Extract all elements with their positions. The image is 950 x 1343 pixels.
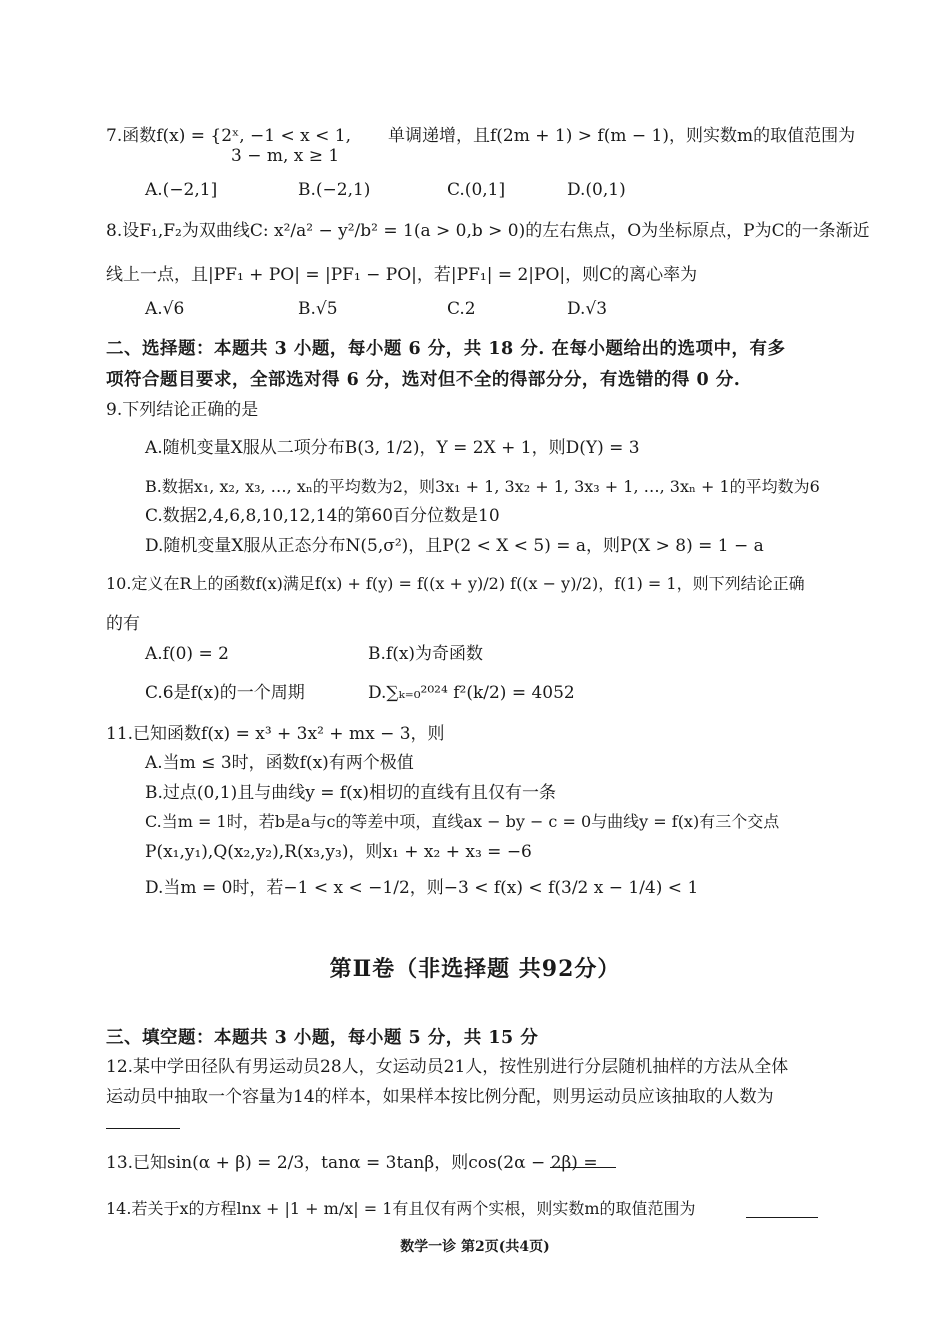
q9-option-b: B.数据x₁, x₂, x₃, …, xₙ的平均数为2，则3x₁ + 1, 3x₂ + 1, 3x₃ + 1, …, 3xₙ + 1的平均数为6: [145, 477, 820, 496]
q12-line: 12.某中学田径队有男运动员28人，女运动员21人，按性别进行分层随机抽样的方法从全体: [106, 1057, 789, 1077]
q11-option-c: C.当m = 1时，若b是a与c的等差中项，直线ax − by − c = 0与曲线y = f(x)有三个交点: [145, 812, 780, 831]
q14-stem: 14.若关于x的方程lnx + |1 + m/x| = 1有且仅有两个实根，则实数m的取值范围为: [106, 1199, 696, 1218]
q10-line: 的有: [106, 614, 140, 634]
q11-option-d: D.当m = 0时，若−1 < x < −1/2，则−3 < f(x) < f(3/2 x − 1/4) < 1: [145, 878, 699, 898]
q7-option-a: A.(−2,1]: [145, 180, 218, 200]
part2-title: 第Ⅱ卷（非选择题 共92分）: [329, 956, 621, 982]
q7-option-d: D.(0,1): [567, 180, 626, 200]
q10-option-c: C.6是f(x)的一个周期: [145, 683, 305, 703]
q13-answer-blank: [550, 1167, 616, 1168]
q14-answer-blank: [746, 1217, 818, 1218]
q8-option-b: B.√5: [298, 299, 338, 319]
q8-line: 线上一点，且|PF₁ + PO| = |PF₁ − PO|，若|PF₁| = 2|PO|，则C的离心率为: [106, 265, 698, 285]
q8-option-a: A.√6: [145, 299, 185, 319]
section2-heading: 项符合题目要求，全部选对得 6 分，选对但不全的得部分分，有选错的得 0 分.: [106, 370, 741, 390]
q9-option-c: C.数据2,4,6,8,10,12,14的第60百分位数是10: [145, 506, 500, 526]
q11-option-b: B.过点(0,1)且与曲线y = f(x)相切的直线有且仅有一条: [145, 783, 556, 803]
q8-line: 8.设F₁,F₂为双曲线C: x²/a² − y²/b² = 1(a > 0,b > 0)的左右焦点，O为坐标原点，P为C的一条渐近: [106, 221, 870, 241]
q7-stem-piece: 单调递增，且f(2m + 1) > f(m − 1)，则实数m的取值范围为: [388, 126, 856, 146]
q10-option-d: D.∑ₖ₌₀²⁰²⁴ f²(k/2) = 4052: [368, 683, 575, 703]
q9-stem: 9.下列结论正确的是: [106, 400, 259, 420]
q11-stem: 11.已知函数f(x) = x³ + 3x² + mx − 3，则: [106, 724, 445, 744]
q9-option-d: D.随机变量X服从正态分布N(5,σ²)，且P(2 < X < 5) = a，则P(X > 8) = 1 − a: [145, 536, 764, 556]
q13-stem: 13.已知sin(α + β) = 2/3，tanα = 3tanβ，则cos(2α − 2β) =: [106, 1153, 598, 1173]
q7-option-b: B.(−2,1): [298, 180, 371, 200]
q7-stem-piece: 3 − m, x ≥ 1: [231, 146, 340, 166]
q10-option-a: A.f(0) = 2: [145, 644, 229, 664]
q10-option-b: B.f(x)为奇函数: [368, 644, 484, 664]
q9-option-a: A.随机变量X服从二项分布B(3, 1/2)，Y = 2X + 1，则D(Y) = 3: [145, 438, 640, 458]
page-footer: 数学一诊 第2页(共4页): [400, 1239, 550, 1255]
q10-line: 10.定义在R上的函数f(x)满足f(x) + f(y) = f((x + y)/2) f((x − y)/2)，f(1) = 1，则下列结论正确: [106, 574, 805, 593]
q12-answer-blank: [106, 1128, 180, 1129]
q7-option-c: C.(0,1]: [447, 180, 506, 200]
q11-option-a: A.当m ≤ 3时，函数f(x)有两个极值: [145, 753, 414, 773]
q7-stem-piece: 7.函数f(x) = {2ˣ, −1 < x < 1,: [106, 126, 352, 146]
q8-option-d: D.√3: [567, 299, 608, 319]
section2-heading: 二、选择题：本题共 3 小题，每小题 6 分，共 18 分. 在每小题给出的选项中，有多: [106, 339, 786, 359]
q11-option-c-continued: P(x₁,y₁),Q(x₂,y₂),R(x₃,y₃)，则x₁ + x₂ + x₃ = −6: [145, 842, 532, 862]
q8-option-c: C.2: [447, 299, 476, 319]
section3-heading: 三、填空题：本题共 3 小题，每小题 5 分，共 15 分: [106, 1028, 539, 1048]
q12-line: 运动员中抽取一个容量为14的样本，如果样本按比例分配，则男运动员应该抽取的人数为: [106, 1087, 774, 1107]
